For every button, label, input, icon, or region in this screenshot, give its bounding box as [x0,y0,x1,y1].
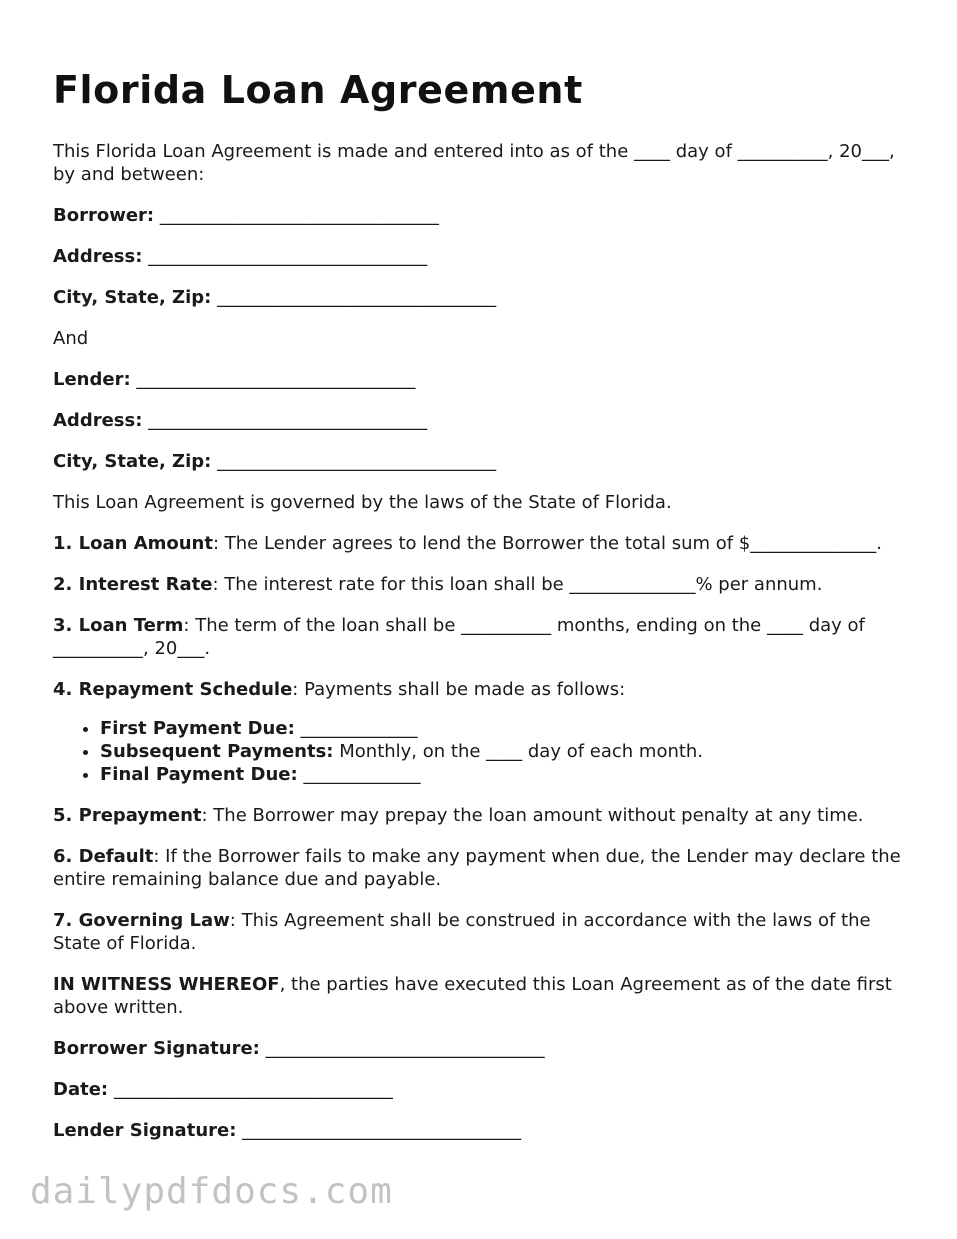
section-default [53,845,913,891]
borrower-name-label: Borrower: [53,205,155,226]
lender-signature-blank: _______________________________ [242,1120,522,1141]
section-body: : If the Borrower fails to make any payment when due, the Lender may declare the entire remaining balance due and payable. [53,846,901,890]
list-item [100,740,913,763]
lender-signature-field [53,1119,913,1142]
borrower-signature-blank: _______________________________ [265,1038,545,1059]
section-heading: 7. Governing Law [53,910,230,931]
section-heading: 2. Interest Rate [53,574,213,595]
lender-name-label: Lender: [53,369,131,390]
list-item-label: Final Payment Due: [100,764,298,785]
date-field [53,1078,913,1101]
section-repayment-schedule [53,678,913,701]
witness-paragraph [53,973,913,1019]
document-title: Florida Loan Agreement [53,68,583,112]
lender-signature-label: Lender Signature: [53,1120,237,1141]
loan-agreement-document [53,62,913,1160]
date-blank: _______________________________ [113,1079,393,1100]
borrower-city-field [53,286,913,309]
intro-paragraph: This Florida Loan Agreement is made and entered into as of the ____ day of __________, 20___, by and between: [53,141,895,185]
list-item-text: _____________ [297,764,421,785]
borrower-city-label: City, State, Zip: [53,287,212,308]
section-body: : The Lender agrees to lend the Borrower the total sum of $______________. [212,533,882,554]
list-item-label: Subsequent Payments: [100,741,334,762]
borrower-address-label: Address: [53,246,143,267]
section-heading: 4. Repayment Schedule [53,679,293,700]
section-prepayment [53,804,913,827]
section-loan-term [53,614,913,660]
section-governing-law [53,909,913,955]
and-separator: And [53,328,89,349]
section-loan-amount [53,532,913,555]
lender-name-blank: _______________________________ [136,369,416,390]
lender-city-label: City, State, Zip: [53,451,212,472]
borrower-signature-label: Borrower Signature: [53,1038,260,1059]
list-item-text: _____________ [294,718,418,739]
witness-body: , the parties have executed this Loan Agreement as of the date first above written. [53,974,892,1018]
list-item-text: Monthly, on the ____ day of each month. [333,741,704,762]
lender-address-blank: _______________________________ [148,410,428,431]
section-heading: 6. Default [53,846,154,867]
lender-address-label: Address: [53,410,143,431]
section-interest-rate [53,573,913,596]
list-item-label: First Payment Due: [100,718,295,739]
watermark-text: dailypdfdocs.com [30,1171,393,1212]
borrower-name-blank: _______________________________ [159,205,439,226]
lender-city-blank: _______________________________ [217,451,497,472]
section-heading: 5. Prepayment [53,805,202,826]
borrower-address-blank: _______________________________ [148,246,428,267]
section-heading: 1. Loan Amount [53,533,213,554]
lender-city-field [53,450,913,473]
section-body: : The interest rate for this loan shall be ______________% per annum. [212,574,823,595]
list-item [100,763,913,786]
borrower-name-field [53,204,913,227]
borrower-city-blank: _______________________________ [217,287,497,308]
lender-address-field [53,409,913,432]
repayment-list [53,717,913,786]
governed-statement: This Loan Agreement is governed by the laws of the State of Florida. [53,492,672,513]
lender-name-field [53,368,913,391]
list-item [100,717,913,740]
section-body: : Payments shall be made as follows: [292,679,626,700]
date-label: Date: [53,1079,109,1100]
section-body: : The Borrower may prepay the loan amount without penalty at any time. [201,805,864,826]
borrower-address-field [53,245,913,268]
borrower-signature-field [53,1037,913,1060]
witness-heading: IN WITNESS WHEREOF [53,974,280,995]
section-heading: 3. Loan Term [53,615,184,636]
section-body: : The term of the loan shall be __________ months, ending on the ____ day of __________, 20___. [53,615,865,659]
section-body: : This Agreement shall be construed in accordance with the laws of the State of Florida. [53,910,871,954]
